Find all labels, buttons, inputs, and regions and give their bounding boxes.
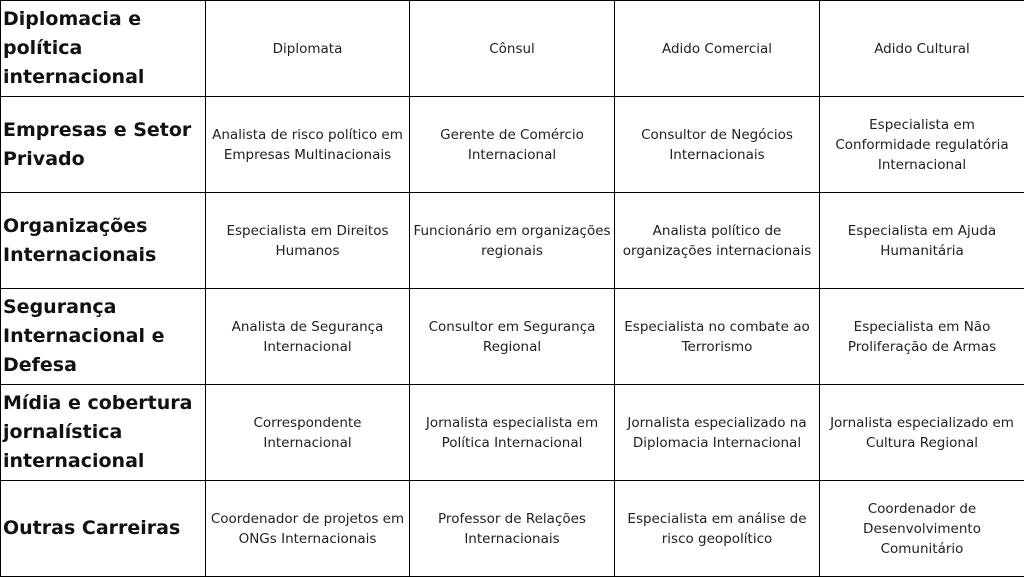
role-cell (410, 385, 615, 481)
table-row (1, 97, 1024, 193)
role-label: Especialista no combate ao Terrorismo (624, 319, 809, 355)
role-label: Adido Cultural (874, 41, 970, 57)
role-cell (820, 97, 1024, 193)
role-label: Jornalista especializado em Cultura Regional (830, 415, 1014, 451)
role-label: Consultor de Negócios Internacionais (641, 127, 793, 163)
role-label: Especialista em análise de risco geopolítico (627, 511, 806, 547)
role-cell (206, 1, 410, 97)
table-row (1, 1, 1024, 97)
row-category-cell (1, 289, 206, 385)
role-label: Funcionário em organizações regionais (413, 223, 610, 259)
category-label: Segurança Internacional e Defesa (3, 296, 164, 376)
role-label: Professor de Relações Internacionais (438, 511, 586, 547)
role-cell (615, 193, 820, 289)
role-label: Diplomata (273, 41, 343, 57)
role-cell (206, 289, 410, 385)
role-cell (820, 193, 1024, 289)
role-label: Coordenador de Desenvolvimento Comunitário (863, 501, 981, 557)
row-category-cell (1, 1, 206, 97)
role-cell (410, 193, 615, 289)
role-label: Analista de risco político em Empresas Multinacionais (212, 127, 403, 163)
role-label: Jornalista especializado na Diplomacia Internacional (627, 415, 806, 451)
role-label: Jornalista especialista em Política Internacional (426, 415, 598, 451)
role-cell (206, 385, 410, 481)
table-row (1, 385, 1024, 481)
table-row (1, 481, 1024, 577)
category-label: Diplomacia e política internacional (3, 8, 144, 88)
role-label: Cônsul (489, 41, 535, 57)
role-cell (820, 481, 1024, 577)
role-label: Adido Comercial (662, 41, 772, 57)
role-label: Analista de Segurança Internacional (232, 319, 384, 355)
role-cell (410, 481, 615, 577)
table-row (1, 289, 1024, 385)
table-row (1, 193, 1024, 289)
role-label: Analista político de organizações internacionais (623, 223, 812, 259)
role-cell (206, 193, 410, 289)
role-cell (820, 289, 1024, 385)
role-cell (615, 97, 820, 193)
role-label: Gerente de Comércio Internacional (440, 127, 584, 163)
role-cell (615, 385, 820, 481)
role-label: Coordenador de projetos em ONGs Internacionais (211, 511, 404, 547)
role-label: Especialista em Não Proliferação de Armas (848, 319, 996, 355)
role-cell (410, 97, 615, 193)
row-category-cell (1, 481, 206, 577)
row-category-cell (1, 193, 206, 289)
category-label: Mídia e cobertura jornalística internacional (3, 392, 192, 472)
role-cell (410, 1, 615, 97)
row-category-cell (1, 97, 206, 193)
category-label: Organizações Internacionais (3, 215, 156, 266)
role-label: Consultor em Segurança Regional (429, 319, 596, 355)
category-label: Outras Carreiras (3, 517, 180, 539)
row-category-cell (1, 385, 206, 481)
role-label: Especialista em Conformidade regulatória Internacional (835, 117, 1008, 173)
role-label: Especialista em Ajuda Humanitária (848, 223, 996, 259)
role-cell (615, 289, 820, 385)
role-cell (820, 385, 1024, 481)
role-cell (410, 289, 615, 385)
role-cell (206, 481, 410, 577)
role-cell (615, 1, 820, 97)
role-cell (206, 97, 410, 193)
role-label: Especialista em Direitos Humanos (226, 223, 388, 259)
role-cell (820, 1, 1024, 97)
role-cell (615, 481, 820, 577)
role-label: Correspondente Internacional (253, 415, 361, 451)
category-label: Empresas e Setor Privado (3, 119, 191, 170)
